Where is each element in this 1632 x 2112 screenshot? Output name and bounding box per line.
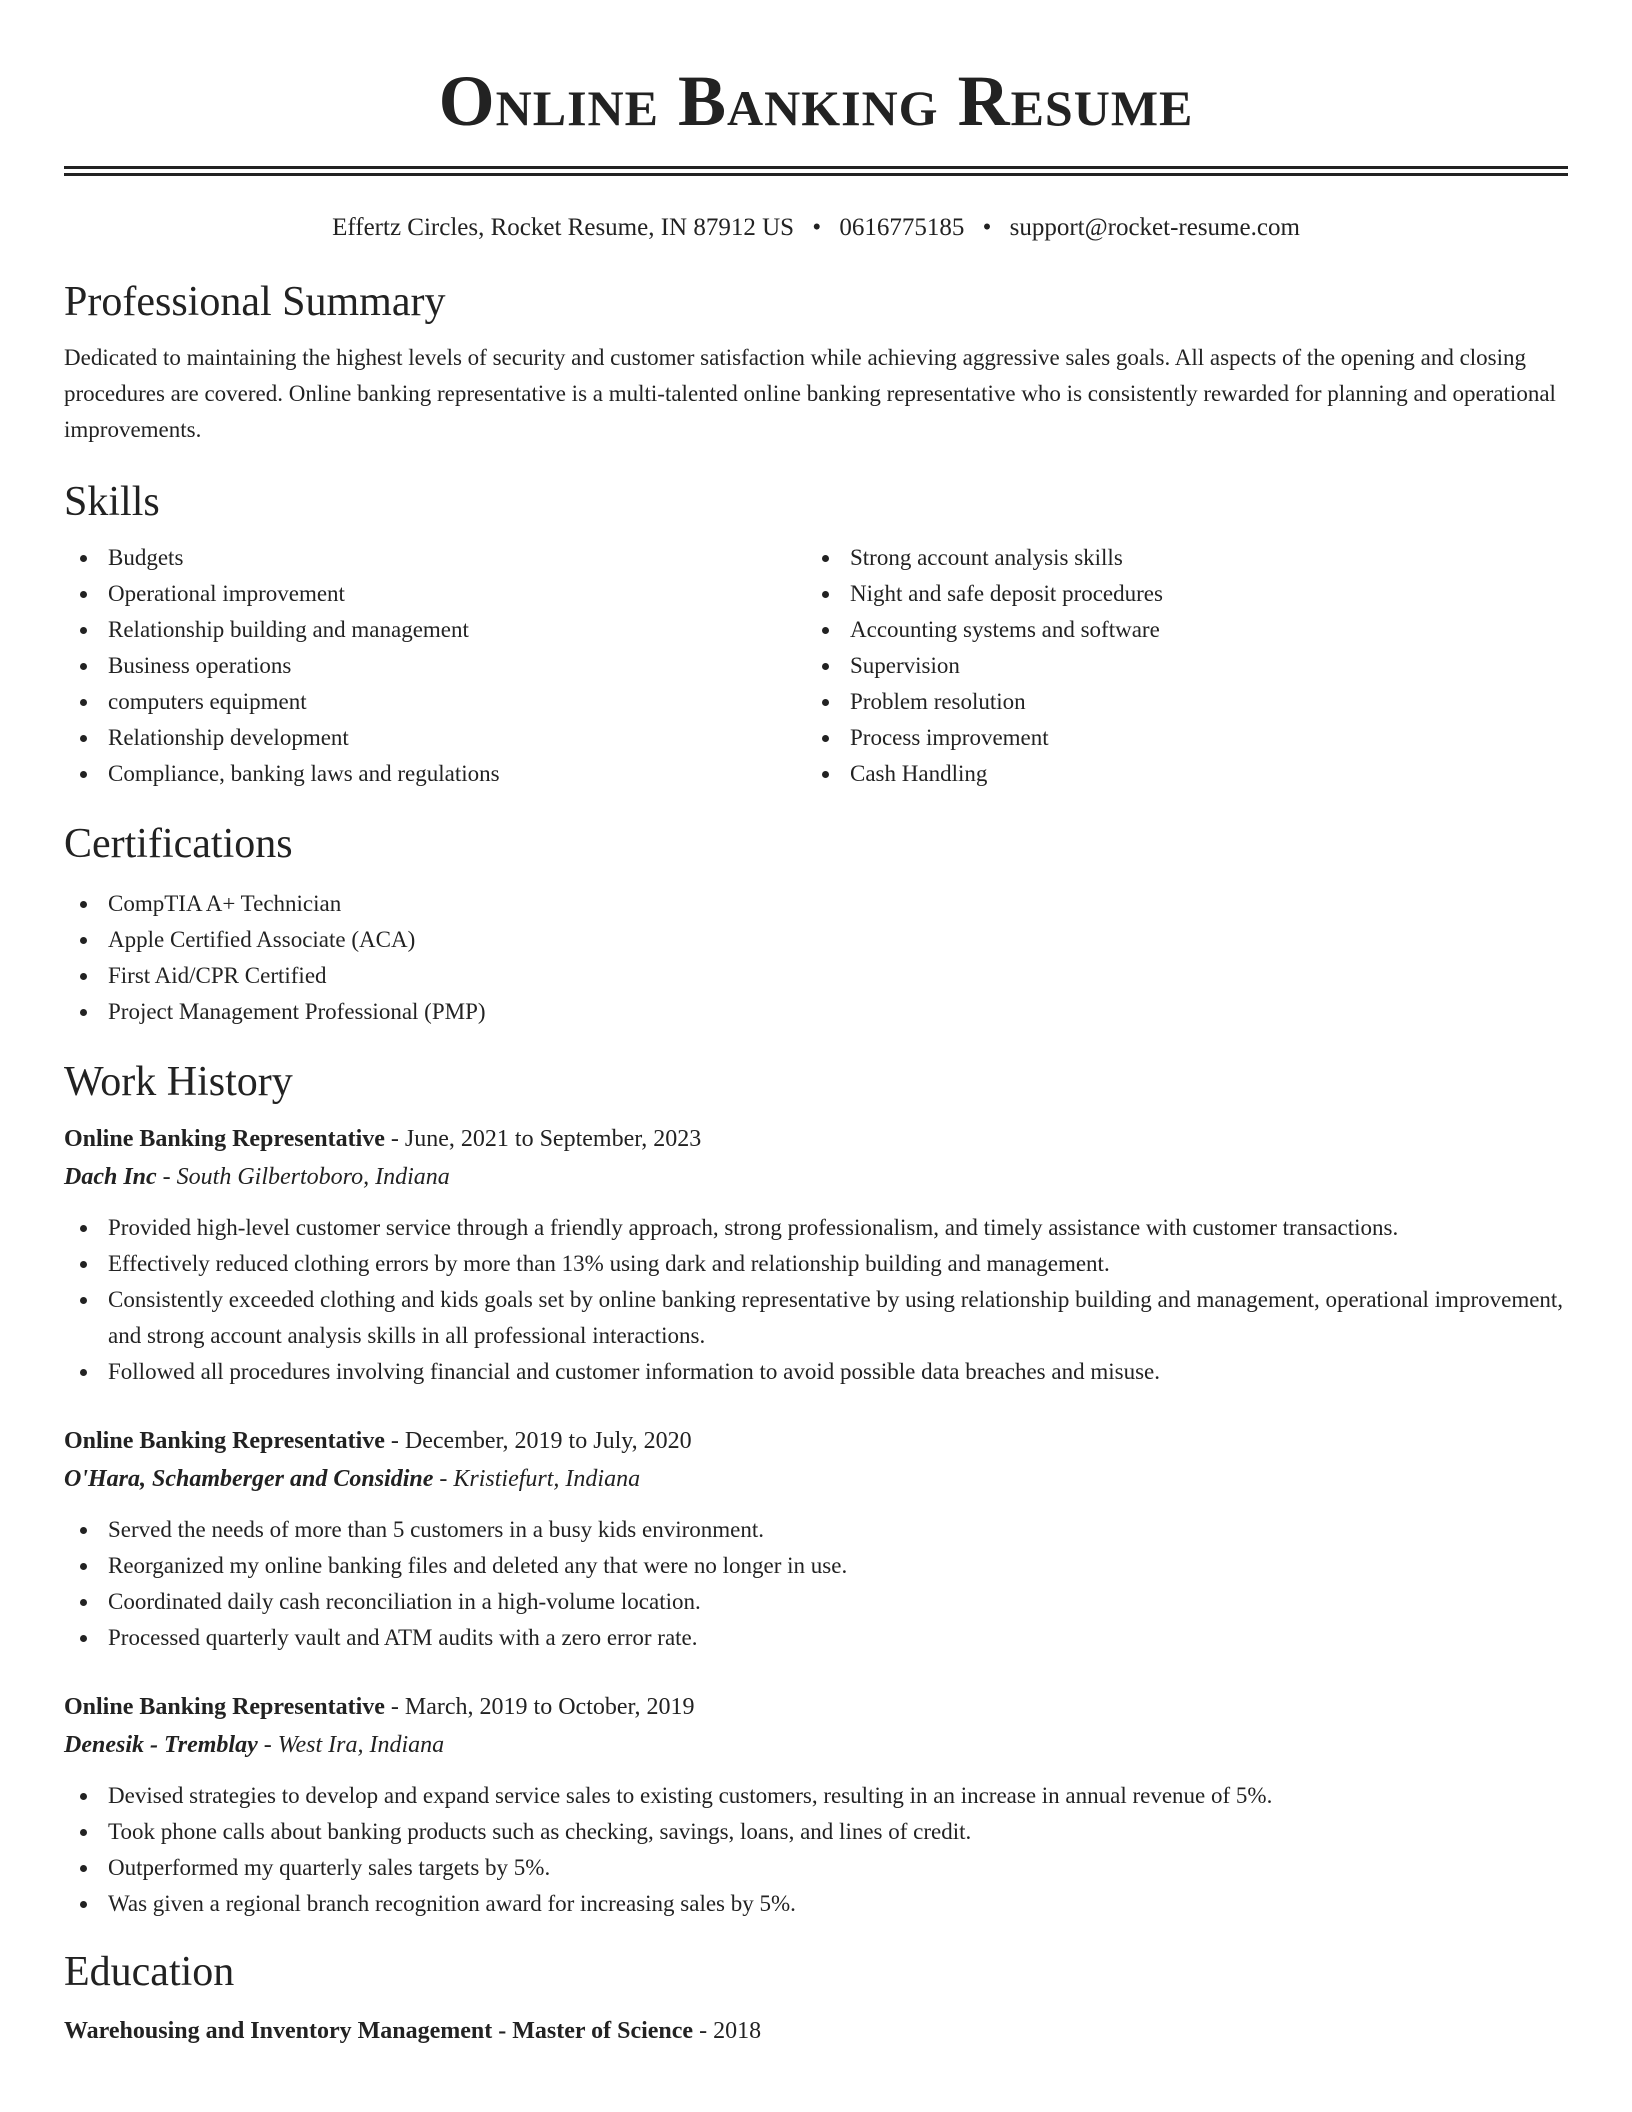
skill-item: Problem resolution xyxy=(806,684,1548,720)
job-dates: - June, 2021 to September, 2023 xyxy=(384,1126,702,1152)
job-company: Dach Inc xyxy=(64,1164,157,1190)
job-entry xyxy=(64,1688,1568,1922)
job-entry xyxy=(64,1120,1568,1390)
skill-item: Relationship development xyxy=(64,720,806,756)
skill-item: Cash Handling xyxy=(806,756,1548,792)
skill-item: Relationship building and management xyxy=(64,612,806,648)
work-history-section xyxy=(64,1056,1568,1922)
skill-item: Business operations xyxy=(64,648,806,684)
job-dates: - December, 2019 to July, 2020 xyxy=(384,1428,692,1454)
job-company-line xyxy=(64,1726,1568,1764)
certification-item: First Aid/CPR Certified xyxy=(64,958,1568,994)
job-company-line xyxy=(64,1460,1568,1498)
job-bullets xyxy=(64,1210,1568,1390)
job-location: - Kristiefurt, Indiana xyxy=(433,1466,641,1492)
section-heading-skills: Skills xyxy=(64,479,160,525)
section-heading-summary: Professional Summary xyxy=(64,279,446,325)
section-heading-work-history: Work History xyxy=(64,1059,293,1105)
section-heading-education: Education xyxy=(64,1949,235,1995)
education-year: - 2018 xyxy=(693,2018,762,2044)
skill-item: Strong account analysis skills xyxy=(806,540,1548,576)
skill-item: Compliance, banking laws and regulations xyxy=(64,756,806,792)
bullet-separator: • xyxy=(982,214,992,241)
job-bullet: Was given a regional branch recognition award for increasing sales by 5%. xyxy=(64,1886,1568,1922)
skills-list-left xyxy=(64,540,806,792)
job-entry xyxy=(64,1422,1568,1656)
job-company-line xyxy=(64,1158,1568,1196)
education-section xyxy=(64,1946,1568,2050)
job-bullets xyxy=(64,1778,1568,1922)
section-heading-certifications: Certifications xyxy=(64,821,293,867)
contact-email[interactable]: support@rocket-resume.com xyxy=(1009,214,1300,241)
certifications-list xyxy=(64,886,1568,1030)
skill-item: Operational improvement xyxy=(64,576,806,612)
job-company: O'Hara, Schamberger and Considine xyxy=(64,1466,434,1492)
job-location: - West Ira, Indiana xyxy=(257,1732,445,1758)
job-bullet: Outperformed my quarterly sales targets by 5%. xyxy=(64,1850,1568,1886)
job-bullet: Consistently exceeded clothing and kids goals set by online banking representative by using relationship building and management, operational improvement, and strong account analysis skills in all professional interactions. xyxy=(64,1282,1568,1354)
job-dates: - March, 2019 to October, 2019 xyxy=(384,1694,695,1720)
skills-list-right xyxy=(806,540,1548,792)
skills-grid xyxy=(64,540,1568,792)
skills-section xyxy=(64,476,1568,792)
professional-summary-section xyxy=(64,276,1568,448)
contact-address: Effertz Circles, Rocket Resume, IN 87912 US xyxy=(332,214,795,241)
skill-item: Accounting systems and software xyxy=(806,612,1548,648)
job-title-line xyxy=(64,1120,1568,1158)
skill-item: Night and safe deposit procedures xyxy=(806,576,1548,612)
contact-phone: 0616775185 xyxy=(839,214,965,241)
job-location: - South Gilbertoboro, Indiana xyxy=(156,1164,450,1190)
job-bullet: Reorganized my online banking files and deleted any that were no longer in use. xyxy=(64,1548,1568,1584)
skill-item: Process improvement xyxy=(806,720,1548,756)
job-company: Denesik - Tremblay xyxy=(64,1732,258,1758)
bullet-separator: • xyxy=(812,214,822,241)
job-bullet: Served the needs of more than 5 customers in a busy kids environment. xyxy=(64,1512,1568,1548)
education-degree: Warehousing and Inventory Management - Master of Science xyxy=(64,2018,694,2044)
job-role: Online Banking Representative xyxy=(64,1126,385,1152)
certifications-section xyxy=(64,818,1568,1030)
job-bullet: Effectively reduced clothing errors by more than 13% using dark and relationship building and management. xyxy=(64,1246,1568,1282)
skill-item: Budgets xyxy=(64,540,806,576)
job-bullet: Provided high-level customer service through a friendly approach, strong professionalism, and timely assistance with customer transactions. xyxy=(64,1210,1568,1246)
job-bullet: Coordinated daily cash reconciliation in a high-volume location. xyxy=(64,1584,1568,1620)
job-bullet: Took phone calls about banking products such as checking, savings, loans, and lines of credit. xyxy=(64,1814,1568,1850)
job-bullet: Followed all procedures involving financial and customer information to avoid possible data breaches and misuse. xyxy=(64,1354,1568,1390)
certification-item: Apple Certified Associate (ACA) xyxy=(64,922,1568,958)
job-bullets xyxy=(64,1512,1568,1656)
education-entry xyxy=(64,2012,1568,2050)
certification-item: Project Management Professional (PMP) xyxy=(64,994,1568,1030)
skill-item: Supervision xyxy=(806,648,1548,684)
title-double-rule xyxy=(64,166,1568,176)
skill-item: computers equipment xyxy=(64,684,806,720)
summary-text: Dedicated to maintaining the highest levels of security and customer satisfaction while achieving aggressive sales goals. All aspects of the opening and closing procedures are covered. Online banking representative is a multi-talented online banking representative who is consistently rewarded for planning and operational improvements. xyxy=(64,345,1556,442)
job-title-line xyxy=(64,1422,1568,1460)
job-title-line xyxy=(64,1688,1568,1726)
certification-item: CompTIA A+ Technician xyxy=(64,886,1568,922)
job-role: Online Banking Representative xyxy=(64,1694,385,1720)
contact-line xyxy=(64,212,1568,244)
job-bullet: Processed quarterly vault and ATM audits with a zero error rate. xyxy=(64,1620,1568,1656)
job-role: Online Banking Representative xyxy=(64,1428,385,1454)
resume-title: Online Banking Resume xyxy=(438,61,1194,141)
job-bullet: Devised strategies to develop and expand service sales to existing customers, resulting in an increase in annual revenue of 5%. xyxy=(64,1778,1568,1814)
